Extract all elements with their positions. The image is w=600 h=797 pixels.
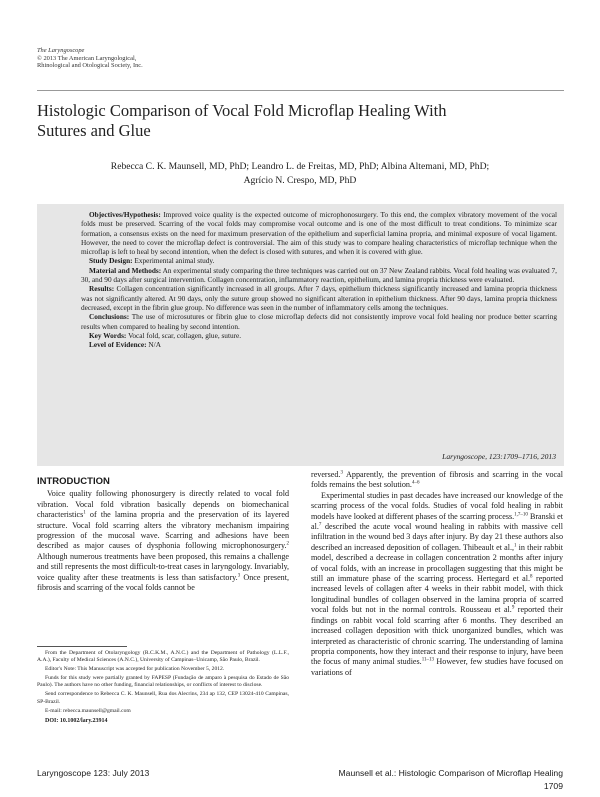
citation-ref: 8: [530, 574, 533, 580]
right-column: [311, 470, 563, 678]
abstract-conclusions: [81, 312, 557, 331]
author-list: [60, 160, 540, 188]
abstract-label: Material and Methods:: [89, 265, 162, 275]
paragraph: [311, 470, 563, 491]
abstract-label: Key Words:: [89, 330, 127, 340]
doi: DOI: 10.1002/lary.23914: [45, 717, 108, 724]
abstract-evidence: [81, 340, 557, 349]
text-run: However, few studies have focused on variations of: [311, 657, 563, 677]
abstract-body: Collagen concentration significantly increased in all groups. After 7 days, epithelium thickness significantly increased and lamina propria thickness was not significantly altered. At 90 days, only the suture group showed no significant alteration in epithelium thickness. After 90 days, lamina propria thickness decreased, except in the fibrin glue group. No difference was seen in the number of inflammatory cells among the techniques.: [81, 284, 557, 312]
footnote-email: E-mail: rebecca.maunsell@gmail.com: [45, 707, 131, 714]
section-heading: INTRODUCTION: [37, 476, 110, 487]
text-run: Experimental studies in past decades have increased our knowledge of the scarring process of the vocal folds. Studies of vocal fold healing in rabbit models have looked at different phases of the scarring process.: [311, 490, 563, 521]
citation-ref: 4–6: [411, 480, 420, 486]
journal-header: [37, 47, 143, 70]
text-run: Once present, fibrosis and scarring of the vocal folds cannot be: [37, 572, 289, 593]
abstract-label: Conclusions:: [89, 312, 130, 322]
footnote-correspondence: Send correspondence to Rebecca C. K. Maunsell, Rua dos Alecrins, 234 ap 132, CEP 13024-410 Campinas, SP-Brazil.: [37, 691, 289, 705]
text-run: reversed.: [311, 470, 341, 479]
abstract-text: [81, 210, 557, 349]
abstract-design: [81, 256, 557, 265]
text-run: in their rabbit model, described a decrease in collagen concentration 2 months after injury of vocal folds, with an increase in procollagen suggesting that this might be still an immature phase of the scarring process. Hertegard et al.: [311, 542, 563, 584]
citation-line: Laryngoscope, 123:1709–1716, 2013: [442, 452, 556, 461]
citation-ref: 11–13: [421, 657, 435, 663]
left-column: [37, 477, 289, 593]
citation-ref: 3: [340, 470, 343, 476]
footer-running-title: Maunsell et al.: Histologic Comparison of Microflap Healing: [338, 768, 563, 778]
author-line: Rebecca C. K. Maunsell, MD, PhD; Leandro L. de Freitas, MD, PhD; Albina Altemani, MD, PhD;: [110, 161, 490, 172]
footnote-divider: [37, 646, 127, 647]
text-run: Apparently, the prevention of fibrosis and scarring in the vocal folds remains the best solution.: [311, 470, 563, 490]
journal-name: The Laryngoscope: [37, 47, 85, 54]
citation-ref: 1,7–10: [514, 511, 528, 517]
text-run: Branski et al.: [311, 511, 563, 532]
footnotes: [37, 650, 289, 727]
abstract-objectives: [81, 210, 557, 256]
abstract-body: Experimental animal study.: [134, 256, 215, 266]
abstract-keywords: [81, 331, 557, 340]
footnote-editor-note: Editor's Note: This Manuscript was accepted for publication November 5, 2012.: [45, 666, 225, 673]
title-line: Sutures and Glue: [37, 121, 151, 140]
text-run: reported their findings on rabbit vocal fold scarring after 6 months. They described an increased collagen deposition with thick unorganized bundles, which was interpreted as characteristic of chronic scarring. The understanding of lamina propria components, how they interact and their response to injury, have been the focus of many animal studies.: [311, 605, 564, 667]
author-line: Agrício N. Crespo, MD, PhD: [243, 175, 357, 186]
abstract-body: The use of microsutures or fibrin glue to close microflap defects did not consistently improve vocal fold healing nor produce better scarring results when compared to healing by second intention.: [81, 312, 557, 331]
paragraph: [311, 491, 563, 678]
text-run: Voice quality following phonosurgery is directly related to vocal fold vibration. Vocal fold vibration basically depends on biomechanical characteristics: [37, 489, 289, 520]
citation-ref: 7: [318, 522, 322, 528]
abstract-body: Vocal fold, scar, collagen, glue, suture.: [128, 330, 242, 340]
citation-ref: 3: [237, 572, 241, 578]
citation-ref: 9: [511, 605, 515, 611]
abstract-label: Level of Evidence:: [89, 340, 147, 350]
abstract-label: Study Design:: [89, 256, 133, 266]
citation-ref: 1: [514, 543, 517, 549]
abstract-body: An experimental study comparing the three techniques was carried out on 37 New Zealand rabbits. Vocal fold healing was evaluated 7, 30, and 90 days after surgical intervention. Collagen concentration, inflammatory reaction, epithelium, and lamina propria thickness were evaluated.: [81, 265, 558, 285]
footnote-funding: Funds for this study were partially granted by FAPESP (Fundação de amparo à pesquisa do Estado de São Paulo). The authors have no other funding, financial relationships, or conflicts of interest to disclose.: [37, 675, 289, 689]
abstract-body: Improved voice quality is the expected outcome of microphonosurgery. To this end, the complex vibratory movement of the vocal folds must be preserved. Scarring of the vocal folds may compromise vocal outcome and is one of the most difficult to treat conditions. To minimize scar formation, a consensus exists on the need for maximum preservation of the epithelium and superficial lamina propria, and minimal exposure of vocal ligament. However, the need to cover the microflap defect is controversial. The aim of this study was to compare healing characteristics of microflap technique when the microflap is left to heal by second intention, when the defect is closed with sutures, and when it is covered with glue.: [81, 210, 557, 257]
page-number: 1709: [543, 781, 563, 791]
article-title: [37, 101, 557, 141]
citation-ref: 1: [83, 510, 86, 516]
footer-journal-issue: Laryngoscope 123: July 2013: [37, 768, 150, 778]
text-run: reported increased levels of collagen after 4 weeks in their rabbit model, with thick longitudinal bundles of collagen observed in the lamina propria of scarred vocal folds but not in the normal controls. Rousseau et al.: [311, 574, 563, 615]
abstract-methods: [81, 266, 557, 285]
text-run: of the lamina propria and the preservation of its layered structure. Vocal fold scarring alters the vibratory mechanism impairing progression of the mucosal wave. Scarring and adhesions have been described as major causes of dysphonia following microphonosurgery.: [37, 510, 289, 551]
header-divider: [37, 90, 564, 91]
paragraph: [37, 489, 289, 593]
footnote-affiliation: From the Department of Otolaryngology (R.C.K.M., A.N.C.) and the Department of Pathology (L.L.F., A.A.), Faculty of Medical Sciences (A.N.C.), University of Campinas–Unicamp, São Paulo, Brazil.: [37, 650, 289, 664]
citation-ref: 2: [286, 541, 289, 547]
abstract-label: Results:: [89, 284, 115, 294]
copyright-line: © 2013 The American Laryngological,: [37, 54, 137, 62]
title-line: Histologic Comparison of Vocal Fold Microflap Healing With: [37, 101, 447, 120]
abstract-box: [37, 204, 564, 466]
text-run: described the acute vocal wound healing in rabbits with massive cell infiltration in the wound bed 3 days after injury. By day 21 these authors also described an increased deposition of collagen. Thibeault et al.,: [311, 522, 563, 552]
abstract-label: Objectives/Hypothesis:: [89, 210, 161, 219]
abstract-results: [81, 284, 557, 312]
abstract-body: N/A: [148, 340, 161, 350]
text-run: Although numerous treatments have been proposed, this remains a challenge and still represents the most difficult-to-treat cases in laryngology. Invariably, voice quality after these treatments is less than satisfactory.: [37, 551, 289, 582]
copyright-line: Rhinological and Otological Society, Inc.: [37, 62, 143, 70]
